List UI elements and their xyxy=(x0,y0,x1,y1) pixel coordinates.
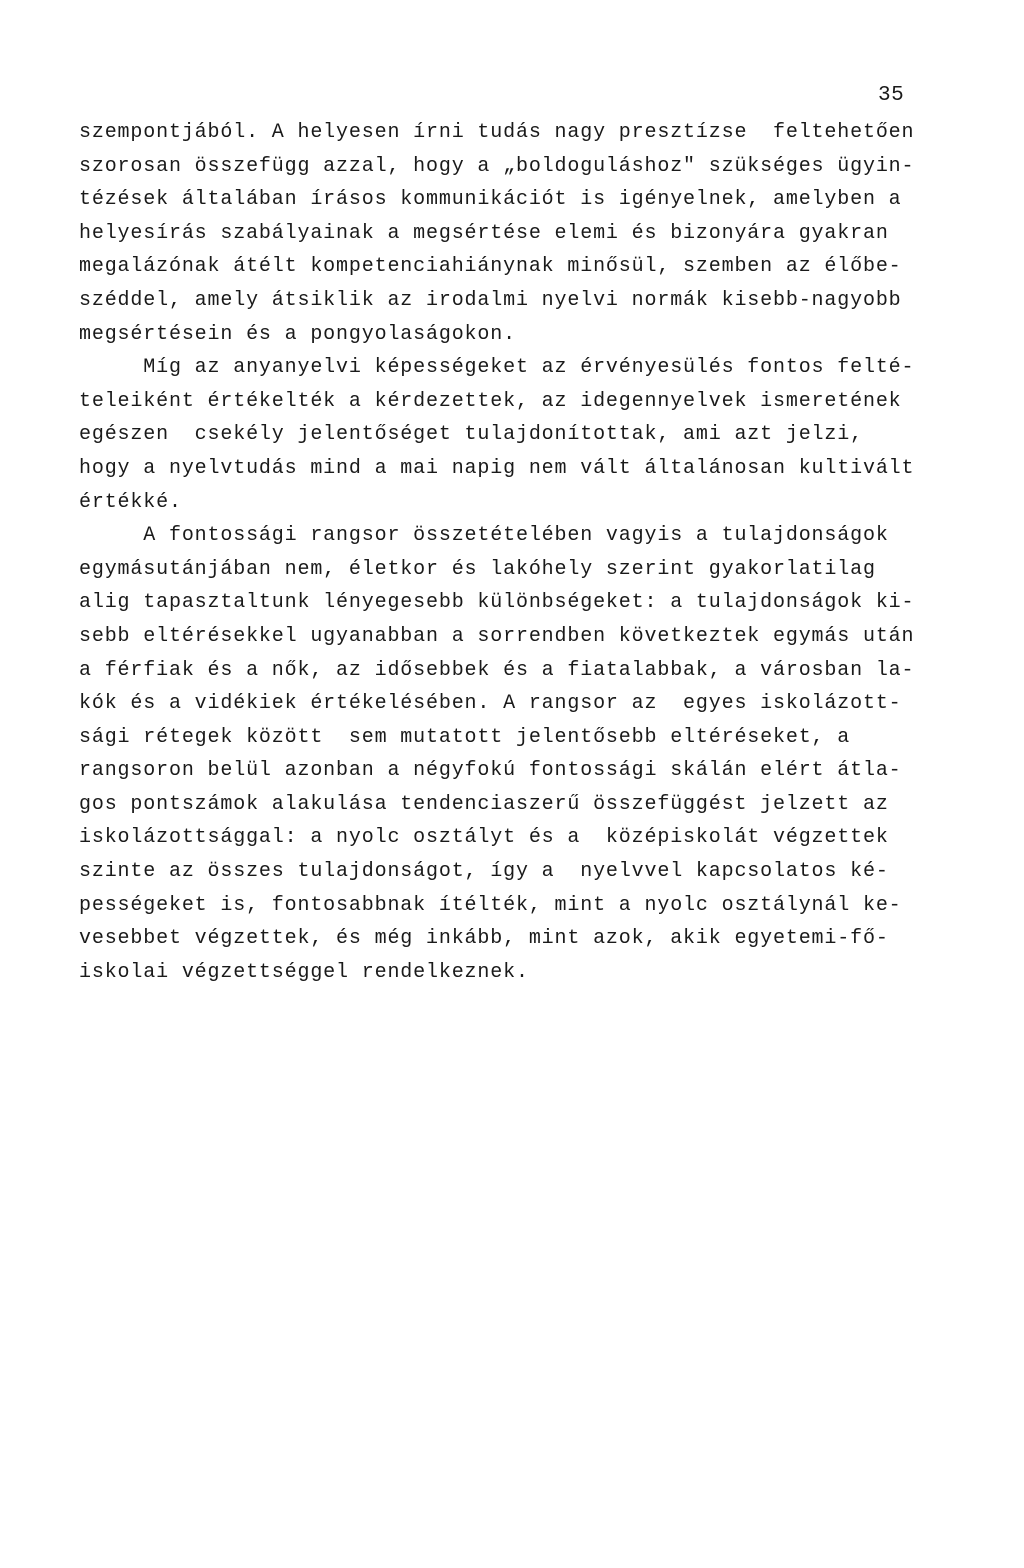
text-line: széddel, amely átsiklik az irodalmi nyelvi normák kisebb-nagyobb xyxy=(79,288,902,312)
text-line: rangsoron belül azonban a négyfokú fontossági skálán elért átla- xyxy=(79,759,902,783)
text-line: értékké. xyxy=(79,490,182,514)
text-line: megsértésein és a pongyolaságokon. xyxy=(79,322,516,346)
text-line: Míg az anyanyelvi képességeket az érvényesülés fontos felté- xyxy=(79,356,915,380)
text-line: A fontossági rangsor összetételében vagyis a tulajdonságok xyxy=(79,524,889,548)
text-line: helyesírás szabályainak a megsértése elemi és bizonyára gyakran xyxy=(79,221,889,245)
page-number: 35 xyxy=(878,84,905,107)
text-line: kók és a vidékiek értékelésében. A rangsor az egyes iskolázott- xyxy=(79,692,902,716)
text-line: szempontjából. A helyesen írni tudás nagy presztízse feltehetően xyxy=(79,121,915,144)
body-text xyxy=(79,116,979,989)
text-line: teleiként értékelték a kérdezettek, az idegennyelvek ismeretének xyxy=(79,389,902,413)
text-line: alig tapasztaltunk lényegesebb különbségeket: a tulajdonságok ki- xyxy=(79,591,915,615)
text-line: szinte az összes tulajdonságot, így a nyelvvel kapcsolatos ké- xyxy=(79,860,889,884)
text-line: egymásutánjában nem, életkor és lakóhely szerint gyakorlatilag xyxy=(79,557,876,581)
text-line: pességeket is, fontosabbnak ítélték, mint a nyolc osztálynál ke- xyxy=(79,893,902,917)
text-line: megalázónak átélt kompetenciahiánynak minősül, szemben az élőbe- xyxy=(79,255,902,279)
text-line: tézések általában írásos kommunikációt is igényelnek, amelyben a xyxy=(79,188,902,212)
text-line: gos pontszámok alakulása tendenciaszerű összefüggést jelzett az xyxy=(79,792,889,816)
text-line: sági rétegek között sem mutatott jelentősebb eltéréseket, a xyxy=(79,725,851,749)
text-line: vesebbet végzettek, és még inkább, mint azok, akik egyetemi-fő- xyxy=(79,927,889,951)
text-line: a férfiak és a nők, az idősebbek és a fiatalabbak, a városban la- xyxy=(79,658,915,682)
text-line: hogy a nyelvtudás mind a mai napig nem vált általánosan kultivált xyxy=(79,456,915,480)
text-line: szorosan összefügg azzal, hogy a „boldoguláshoz" szükséges ügyin- xyxy=(79,154,915,178)
text-line: sebb eltérésekkel ugyanabban a sorrendben következtek egymás után xyxy=(79,624,915,648)
text-line: iskolázottsággal: a nyolc osztályt és a középiskolát végzettek xyxy=(79,826,889,850)
text-line: egészen csekély jelentőséget tulajdonítottak, ami azt jelzi, xyxy=(79,423,863,447)
text-line: iskolai végzettséggel rendelkeznek. xyxy=(79,960,529,984)
